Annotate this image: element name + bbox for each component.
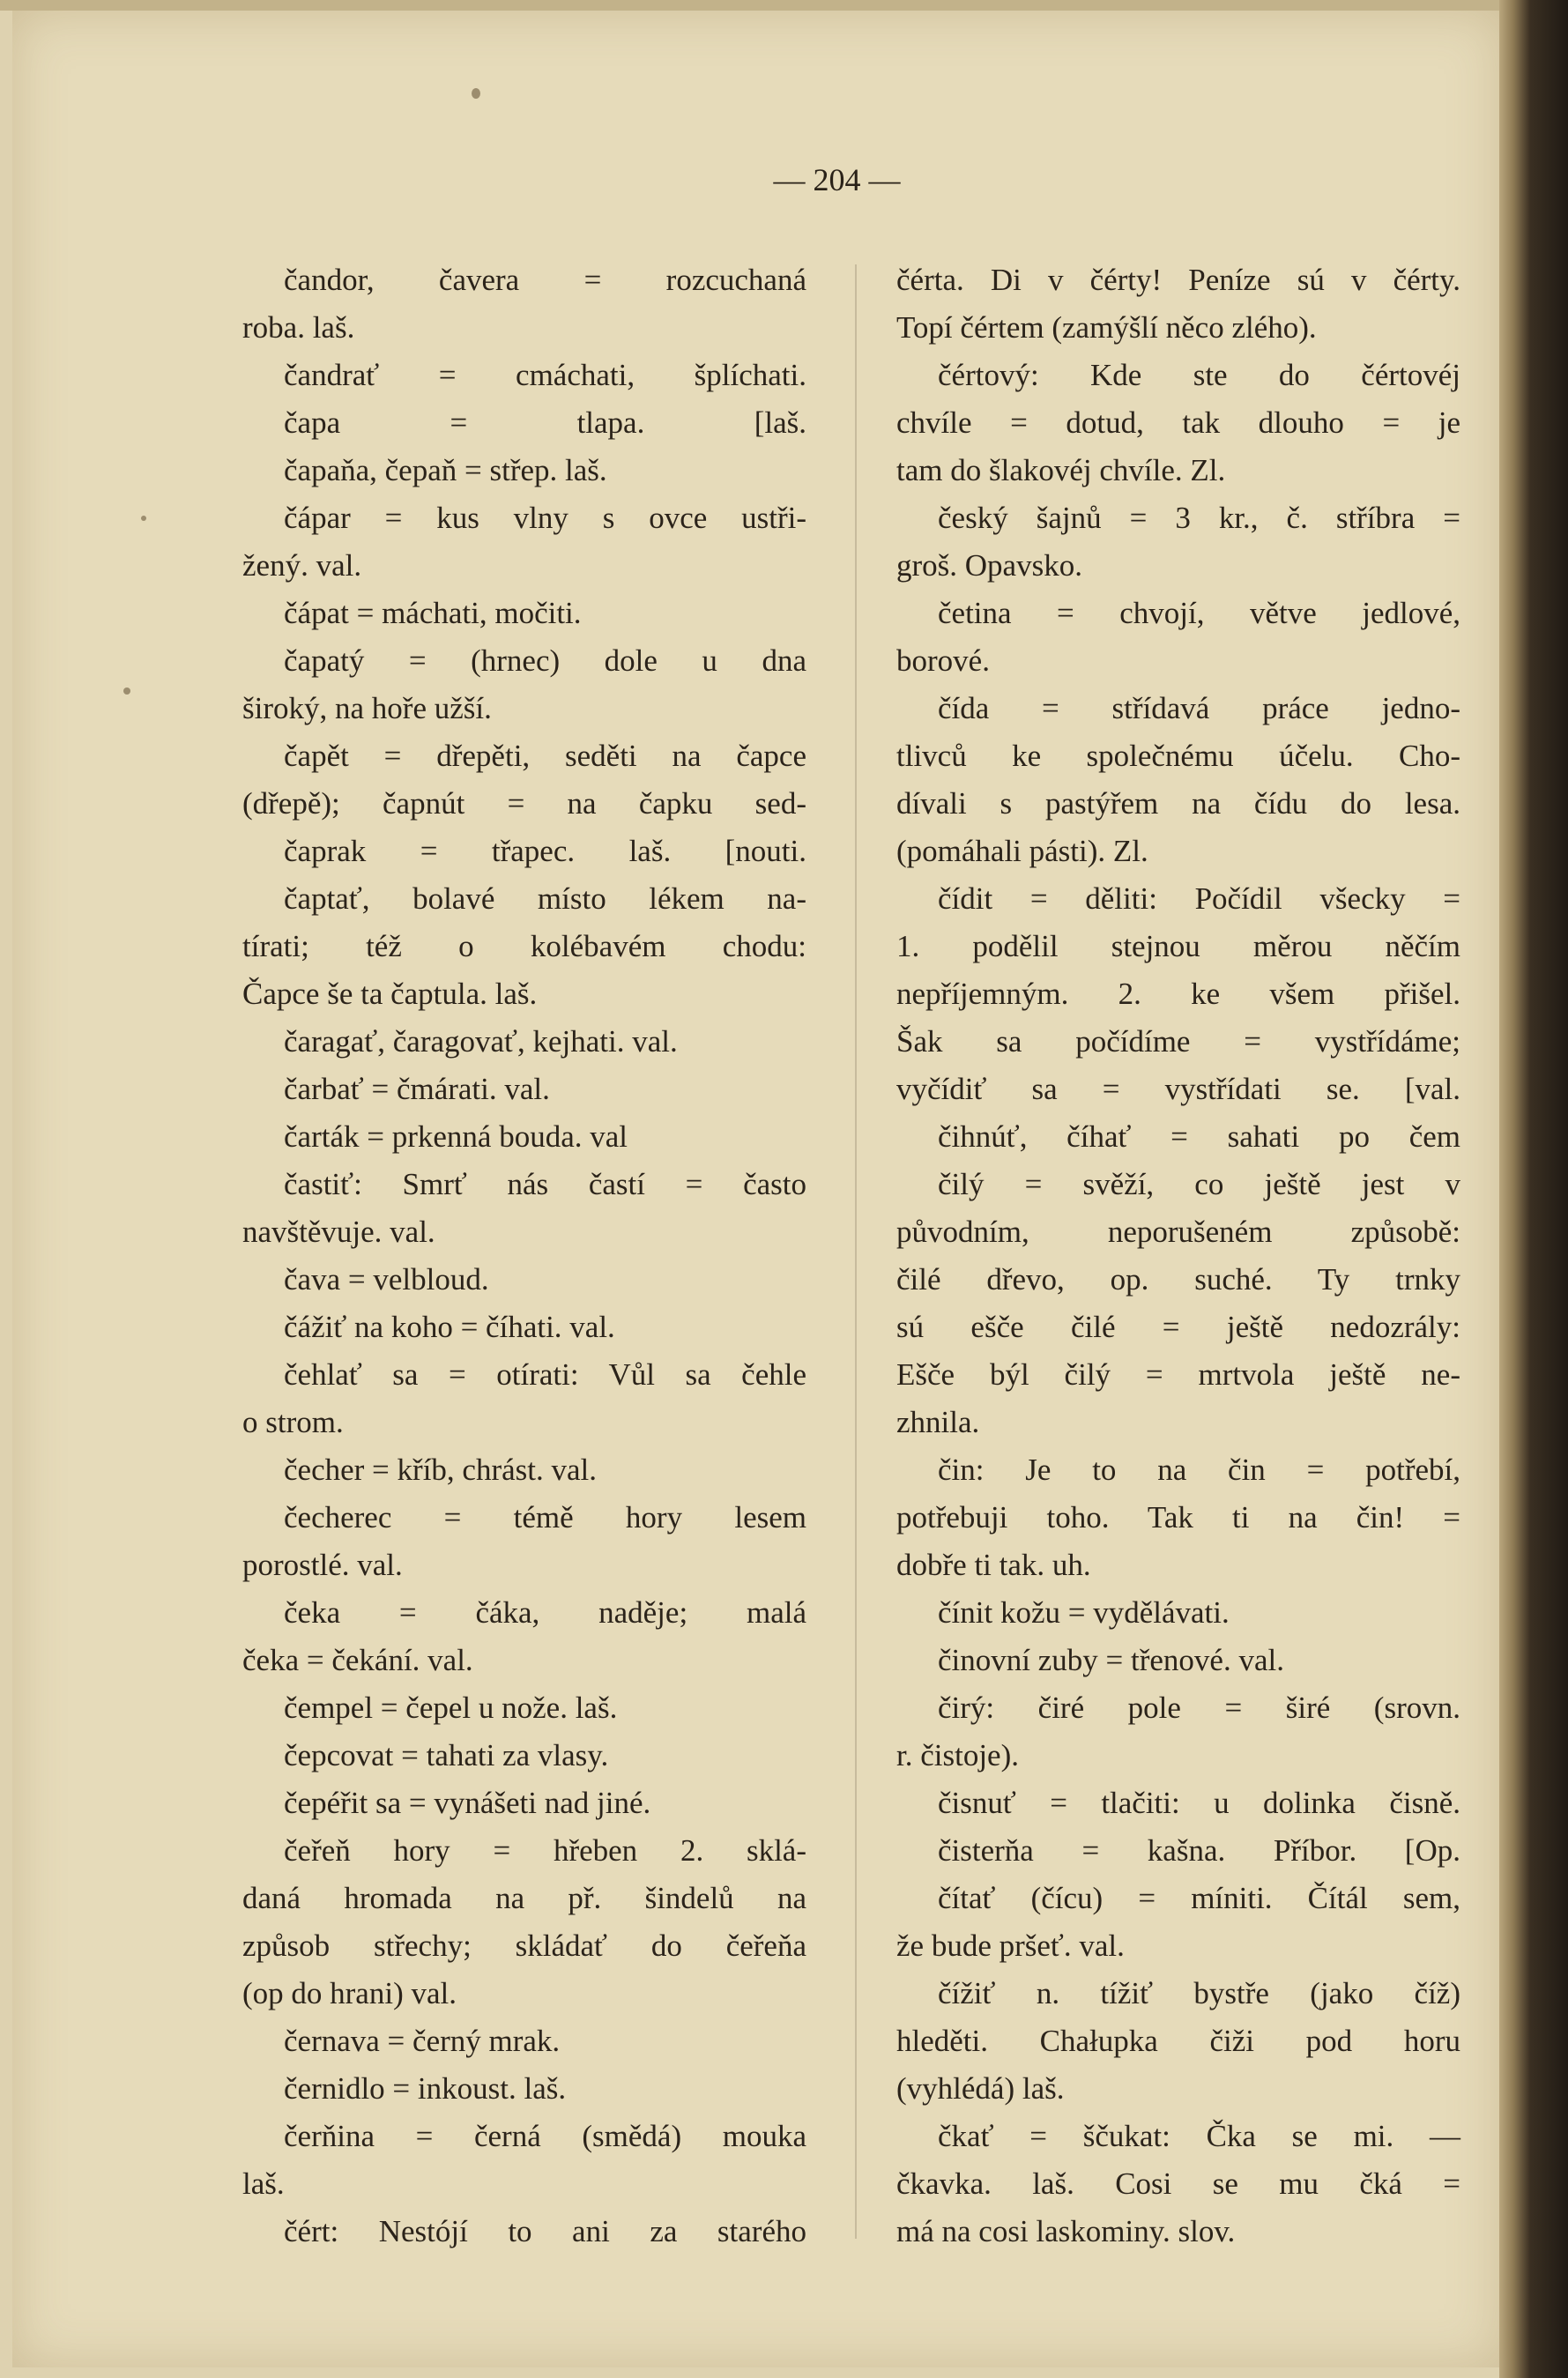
dictionary-line: Čapce še ta čaptula. laš.: [242, 977, 538, 1011]
dictionary-line: čápat = máchati, močiti.: [284, 596, 582, 630]
dictionary-line: čapět = dřepěti, seděti na čapce: [284, 739, 806, 773]
dictionary-line: čážiť na koho = číhati. val.: [284, 1310, 615, 1344]
dictionary-line: široký, na hoře užší.: [242, 691, 492, 725]
dictionary-line: čértový: Kde ste do čértovéj: [938, 358, 1460, 392]
dictionary-line: 1. podělil stejnou měrou něčím: [896, 929, 1460, 963]
dictionary-line: čapaňa, čepaň = střep. laš.: [284, 453, 607, 487]
dictionary-line: čisterňa = kašna. Příbor. [Op.: [938, 1833, 1460, 1868]
dictionary-line: dívali s pastýřem na čídu do lesa.: [896, 786, 1460, 821]
dictionary-line: čecherec = témě hory lesem: [284, 1500, 806, 1535]
dictionary-line: dobře ti tak. uh.: [896, 1548, 1091, 1582]
dictionary-line: čava = velbloud.: [284, 1262, 489, 1297]
dictionary-line: chvíle = dotud, tak dlouho = je: [896, 405, 1460, 440]
dictionary-line: čapa = tlapa. [laš.: [284, 405, 806, 440]
dictionary-line: čeřeň hory = hřeben 2. sklá-: [284, 1833, 806, 1868]
dictionary-line: Ešče býl čilý = mrtvola ještě ne-: [896, 1357, 1460, 1392]
column-gutter: [855, 264, 857, 2239]
dictionary-line: čápar = kus vlny s ovce ustři-: [284, 501, 806, 535]
dictionary-line: daná hromada na př. šindelů na: [242, 1881, 806, 1915]
dictionary-line: čída = střídavá práce jedno-: [938, 691, 1460, 725]
dictionary-line: o strom.: [242, 1405, 344, 1439]
dictionary-line: groš. Opavsko.: [896, 548, 1082, 583]
dictionary-line: r. čistoje).: [896, 1738, 1019, 1772]
dictionary-line: žený. val.: [242, 548, 362, 583]
dictionary-line: vyčídiť sa = vystřídati se. [val.: [896, 1072, 1460, 1106]
dictionary-line: (pomáhali pásti). Zl.: [896, 834, 1148, 868]
dictionary-line: čítať (čícu) = míniti. Čítál sem,: [938, 1881, 1460, 1915]
dictionary-line: čínit kožu = vydělávati.: [938, 1595, 1230, 1630]
dictionary-line: borové.: [896, 643, 990, 678]
dictionary-line: čirý: čiré pole = širé (srovn.: [938, 1691, 1460, 1725]
dictionary-line: čeka = čekání. val.: [242, 1643, 473, 1677]
dictionary-line: hleděti. Chałupka čiži pod horu: [896, 2024, 1460, 2058]
dictionary-line: čarbať = čmárati. val.: [284, 1072, 550, 1106]
right-column: [896, 256, 1460, 2255]
dictionary-line: černidlo = inkoust. laš.: [284, 2071, 567, 2106]
dictionary-line: černava = černý mrak.: [284, 2024, 561, 2058]
dictionary-line: český šajnů = 3 kr., č. stříbra =: [938, 501, 1460, 535]
paper-speck: [123, 687, 130, 695]
dictionary-line: porostlé. val.: [242, 1548, 403, 1582]
dictionary-line: čepéřit sa = vynášeti nad jiné.: [284, 1786, 651, 1820]
dictionary-line: zhnila.: [896, 1405, 980, 1439]
dictionary-line: (op do hrani) val.: [242, 1976, 457, 2010]
dictionary-line: čapatý = (hrnec) dole u dna: [284, 643, 806, 678]
dictionary-line: že bude pršeť. val.: [896, 1928, 1125, 1963]
dictionary-line: čarták = prkenná bouda. val: [284, 1119, 628, 1154]
dictionary-line: čaragať, čaragovať, kejhati. val.: [284, 1024, 678, 1059]
dictionary-line: čecher = kříb, chrást. val.: [284, 1453, 597, 1487]
dictionary-line: čkavka. laš. Cosi se mu čká =: [896, 2166, 1460, 2201]
dictionary-line: čerňina = černá (smědá) mouka: [284, 2119, 806, 2153]
dictionary-line: čandor, čavera = rozcuchaná: [284, 263, 806, 297]
dictionary-line: Topí čértem (zamýšlí něco zlého).: [896, 310, 1317, 345]
dictionary-line: čihnúť, číhať = sahati po čem: [938, 1119, 1460, 1154]
dictionary-line: tlivců ke společnému účelu. Cho-: [896, 739, 1460, 773]
dictionary-line: činovní zuby = třenové. val.: [938, 1643, 1284, 1677]
dictionary-line: čídit = děliti: Počídil všecky =: [938, 881, 1460, 916]
dictionary-line: čaptať, bolavé místo lékem na-: [284, 881, 806, 916]
dictionary-line: čilý = svěží, co ještě jest v: [938, 1167, 1460, 1201]
dictionary-line: Šak sa počídíme = vystřídáme;: [896, 1024, 1460, 1059]
dictionary-line: má na cosi laskominy. slov.: [896, 2214, 1236, 2248]
dictionary-line: čisnuť = tlačiti: u dolinka čisně.: [938, 1786, 1460, 1820]
book-spine-edge: [1499, 0, 1568, 2378]
dictionary-line: čandrať = cmáchati, šplíchati.: [284, 358, 806, 392]
dictionary-line: čilé dřevo, op. suché. Ty trnky: [896, 1262, 1460, 1297]
dictionary-line: čepcovat = tahati za vlasy.: [284, 1738, 609, 1772]
dictionary-line: tírati; též o kolébavém chodu:: [242, 929, 806, 963]
dictionary-line: roba. laš.: [242, 310, 355, 345]
dictionary-line: sú ešče čilé = ještě nedozrály:: [896, 1310, 1460, 1344]
dictionary-line: čérta. Di v čérty! Peníze sú v čérty.: [896, 263, 1460, 297]
dictionary-line: laš.: [242, 2166, 285, 2201]
dictionary-line: četina = chvojí, větve jedlové,: [938, 596, 1460, 630]
dictionary-line: tam do šlakovéj chvíle. Zl.: [896, 453, 1226, 487]
paper-speck: [141, 516, 146, 521]
dictionary-line: čížiť n. tížiť bystře (jako číž): [938, 1976, 1460, 2010]
dictionary-line: čaprak = třapec. laš. [nouti.: [284, 834, 806, 868]
top-edge: [0, 0, 1568, 11]
dictionary-line: čehlať sa = otírati: Vůl sa čehle: [284, 1357, 806, 1392]
dictionary-line: častiť: Smrť nás častí = často: [284, 1167, 806, 1201]
dictionary-line: (vyhlédá) laš.: [896, 2071, 1065, 2106]
dictionary-line: (dřepě); čapnút = na čapku sed-: [242, 786, 806, 821]
dictionary-line: původním, neporušeném způsobě:: [896, 1215, 1460, 1249]
dictionary-line: navštěvuje. val.: [242, 1215, 435, 1249]
dictionary-line: způsob střechy; skládať do čeřeňa: [242, 1928, 806, 1963]
dictionary-line: čeka = čáka, naděje; malá: [284, 1595, 806, 1630]
page-number: — 204 —: [773, 162, 901, 197]
dictionary-line: čin: Je to na čin = potřebí,: [938, 1453, 1460, 1487]
paper-speck: [472, 88, 480, 99]
dictionary-line: čért: Nestójí to ani za starého: [284, 2214, 806, 2248]
dictionary-line: nepříjemným. 2. ke všem přišel.: [896, 977, 1460, 1011]
dictionary-line: čkať = ščukat: Čka se mi. —: [938, 2119, 1460, 2153]
dictionary-line: potřebuji toho. Tak ti na čin! =: [896, 1500, 1460, 1535]
dictionary-line: čempel = čepel u nože. laš.: [284, 1691, 618, 1725]
left-column: [242, 256, 806, 2255]
